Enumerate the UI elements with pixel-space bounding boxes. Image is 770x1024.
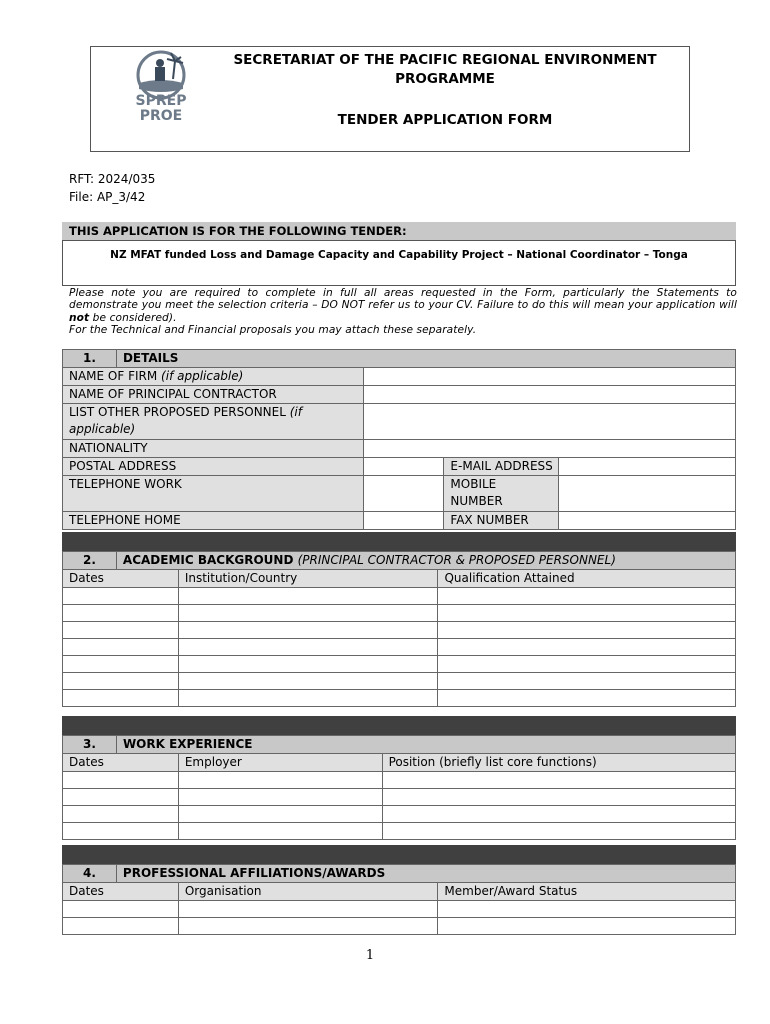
cell[interactable]: [178, 772, 382, 789]
mobile-label: MOBILE NUMBER: [444, 476, 559, 512]
section-title: PROFESSIONAL AFFILIATIONS/AWARDS: [116, 865, 735, 883]
cell[interactable]: [63, 901, 179, 918]
col-position: Position (briefly list core functions): [382, 754, 735, 772]
section-title: WORK EXPERIENCE: [116, 736, 735, 754]
cell[interactable]: [178, 901, 438, 918]
section-divider: [62, 716, 736, 735]
section-title: DETAILS: [116, 350, 735, 368]
cell[interactable]: [178, 823, 382, 840]
table-row: [63, 639, 736, 656]
col-institution: Institution/Country: [178, 570, 438, 588]
section-divider: [62, 845, 736, 864]
personnel-field[interactable]: [363, 404, 735, 440]
affiliations-table: [62, 864, 736, 935]
email-field[interactable]: [559, 458, 736, 476]
cell[interactable]: [178, 918, 438, 935]
cell[interactable]: [178, 656, 438, 673]
cell[interactable]: [178, 605, 438, 622]
tender-heading: THIS APPLICATION IS FOR THE FOLLOWING TENDER:: [62, 222, 736, 241]
cell[interactable]: [63, 918, 179, 935]
cell[interactable]: [63, 789, 179, 806]
postal-label: POSTAL ADDRESS: [63, 458, 364, 476]
logo-text: SPREP PROE: [135, 93, 187, 124]
file-number: File: AP_3/42: [69, 190, 146, 204]
org-title: SECRETARIAT OF THE PACIFIC REGIONAL ENVIRONMENT PROGRAMME: [233, 52, 657, 87]
cell[interactable]: [178, 639, 438, 656]
table-row: [63, 673, 736, 690]
cell[interactable]: [382, 823, 735, 840]
tel-home-label: TELEPHONE HOME: [63, 512, 364, 530]
cell[interactable]: [438, 690, 736, 707]
cell[interactable]: [438, 918, 736, 935]
fax-label: FAX NUMBER: [444, 512, 559, 530]
fax-field[interactable]: [559, 512, 736, 530]
col-status: Member/Award Status: [438, 883, 736, 901]
table-row: [63, 656, 736, 673]
col-qualification: Qualification Attained: [438, 570, 736, 588]
col-dates: Dates: [63, 754, 179, 772]
cell[interactable]: [438, 656, 736, 673]
table-row: [63, 772, 736, 789]
cell[interactable]: [63, 823, 179, 840]
section-divider: [62, 532, 736, 551]
details-table: [62, 349, 736, 530]
section-title: ACADEMIC BACKGROUND (PRINCIPAL CONTRACTOR & PROPOSED PERSONNEL): [116, 552, 735, 570]
principal-label: NAME OF PRINCIPAL CONTRACTOR: [63, 386, 364, 404]
cell[interactable]: [63, 656, 179, 673]
cell[interactable]: [178, 806, 382, 823]
table-row: [63, 789, 736, 806]
principal-field[interactable]: [363, 386, 735, 404]
cell[interactable]: [63, 622, 179, 639]
cell[interactable]: [438, 605, 736, 622]
col-organisation: Organisation: [178, 883, 438, 901]
cell[interactable]: [178, 690, 438, 707]
page-number: 1: [365, 948, 375, 963]
cell[interactable]: [178, 588, 438, 605]
col-dates: Dates: [63, 570, 179, 588]
cell[interactable]: [382, 772, 735, 789]
cell[interactable]: [438, 622, 736, 639]
cell[interactable]: [63, 673, 179, 690]
work-experience-table: [62, 735, 736, 840]
firm-field[interactable]: [363, 368, 735, 386]
email-label: E-MAIL ADDRESS: [444, 458, 559, 476]
section-number: 4.: [63, 865, 117, 883]
table-row: [63, 823, 736, 840]
cell[interactable]: [438, 673, 736, 690]
cell[interactable]: [63, 806, 179, 823]
tel-work-label: TELEPHONE WORK: [63, 476, 364, 512]
cell[interactable]: [63, 588, 179, 605]
cell[interactable]: [382, 789, 735, 806]
cell[interactable]: [178, 622, 438, 639]
cell[interactable]: [438, 588, 736, 605]
nationality-field[interactable]: [363, 440, 735, 458]
section-number: 3.: [63, 736, 117, 754]
cell[interactable]: [63, 690, 179, 707]
tel-home-field[interactable]: [363, 512, 444, 530]
cell[interactable]: [178, 673, 438, 690]
table-row: [63, 690, 736, 707]
academic-table: [62, 551, 736, 707]
cell[interactable]: [63, 639, 179, 656]
section-number: 1.: [63, 350, 117, 368]
table-row: [63, 918, 736, 935]
tender-name: NZ MFAT funded Loss and Damage Capacity and Capability Project – National Coordinator – Tonga: [110, 249, 688, 261]
nationality-label: NATIONALITY: [63, 440, 364, 458]
cell[interactable]: [382, 806, 735, 823]
postal-field[interactable]: [363, 458, 444, 476]
rft-number: RFT: 2024/035: [69, 172, 156, 186]
table-row: [63, 901, 736, 918]
cell[interactable]: [63, 605, 179, 622]
firm-label: NAME OF FIRM (if applicable): [63, 368, 364, 386]
cell[interactable]: [438, 901, 736, 918]
table-row: [63, 806, 736, 823]
tel-work-field[interactable]: [363, 476, 444, 512]
cell[interactable]: [63, 772, 179, 789]
cell[interactable]: [438, 639, 736, 656]
col-dates: Dates: [63, 883, 179, 901]
table-row: [63, 588, 736, 605]
cell[interactable]: [178, 789, 382, 806]
table-row: [63, 622, 736, 639]
col-employer: Employer: [178, 754, 382, 772]
table-row: [63, 605, 736, 622]
form-title: TENDER APPLICATION FORM: [337, 112, 553, 128]
personnel-label: LIST OTHER PROPOSED PERSONNEL (if applicable): [63, 404, 364, 440]
instructions-note: Please note you are required to complete in full all areas requested in the Form, particularly the Statements to demonstrate you meet the selection criteria – DO NOT refer us to your CV. Failure to do this will mean your application will not be considered). For the Technical and Financial proposals you may attach these separately.: [69, 287, 737, 337]
section-number: 2.: [63, 552, 117, 570]
mobile-field[interactable]: [559, 476, 736, 512]
